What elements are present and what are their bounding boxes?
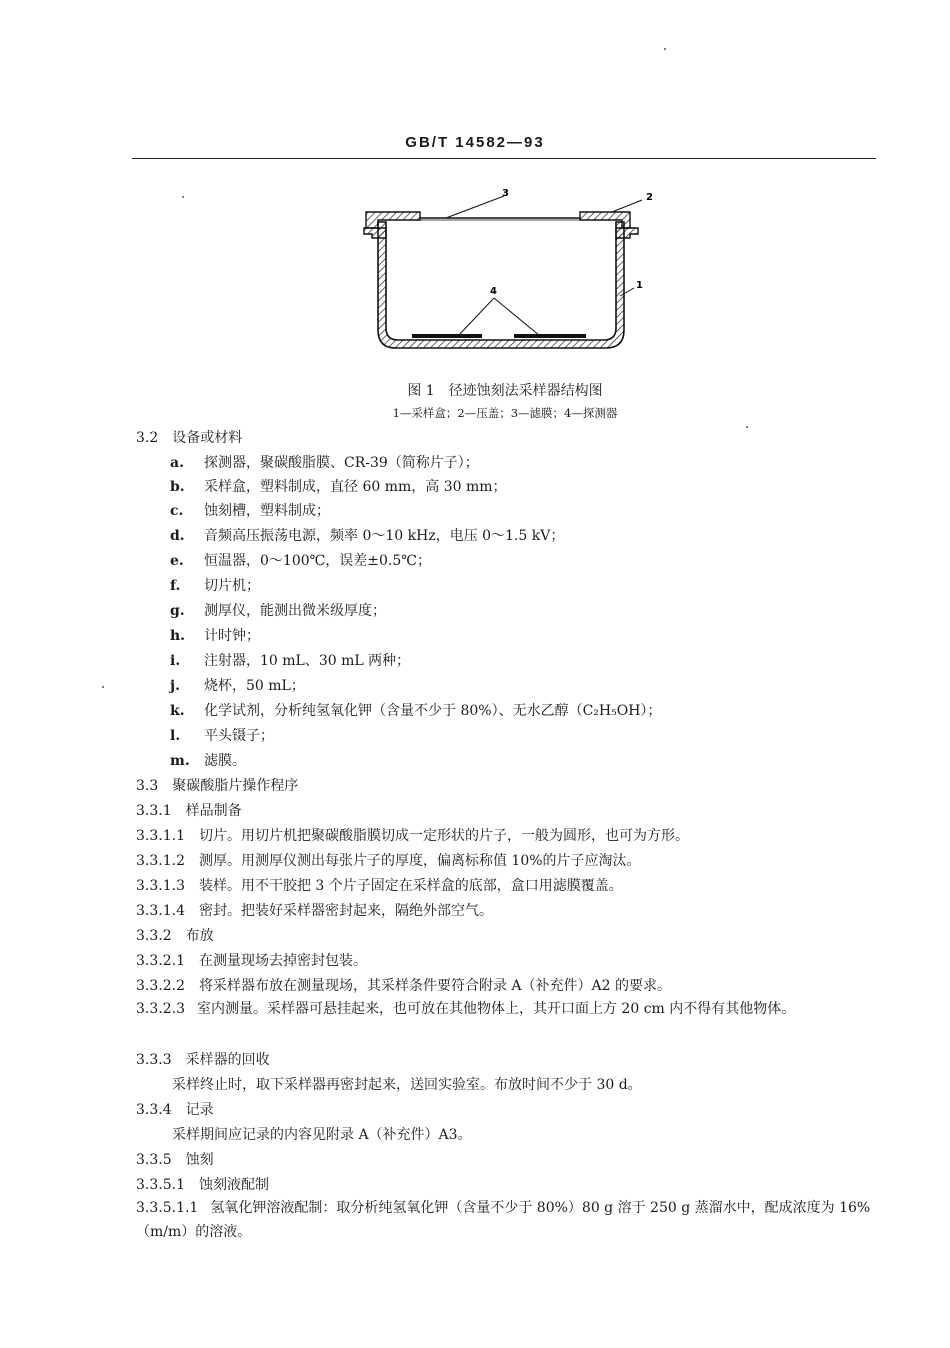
- callout-4: 4: [490, 286, 497, 297]
- list-item: a. 探测器，聚碳酸脂膜、CR-39（简称片子）；: [170, 455, 479, 471]
- clause-3-3-2-1: 3.3.2.1 在测量现场去掉密封包装。: [136, 953, 367, 969]
- list-item: i. 注射器，10 mL、30 mL 两种；: [170, 653, 411, 669]
- list-item: d. 音频高压振荡电源，频率 0～10 kHz，电压 0～1.5 kV；: [170, 528, 565, 544]
- sampler-structure-figure: [340, 180, 670, 360]
- section-3-3-5-1-heading: 3.3.5.1 蚀刻液配制: [136, 1177, 269, 1193]
- section-3-3-heading: 3.3 聚碳酸脂片操作程序: [136, 778, 299, 794]
- list-item: b. 采样盒，塑料制成，直径 60 mm，高 30 mm；: [170, 479, 507, 495]
- section-3-3-1-heading: 3.3.1 样品制备: [136, 803, 242, 819]
- list-item: j. 烧杯，50 mL；: [170, 678, 305, 694]
- list-item: g. 测厚仪，能测出微米级厚度；: [170, 603, 386, 619]
- sampler-box-flange-right: [616, 228, 638, 238]
- section-number: 3.2: [136, 430, 159, 446]
- section-3-3-2-heading: 3.3.2 布放: [136, 928, 214, 944]
- clause-3-3-2-3: 3.3.2.3 室内测量。采样器可悬挂起来，也可放在其他物体上，其开口面上方 20 cm 内不得有其他物体。: [136, 1001, 796, 1017]
- paragraph-3-3-3: 采样终止时，取下采样器再密封起来，送回实验室。布放时间不少于 30 d。: [172, 1077, 642, 1093]
- figure-caption: 图 1 径迹蚀刻法采样器结构图: [407, 383, 603, 399]
- header-rule: [132, 158, 876, 159]
- clause-3-3-1-4: 3.3.1.4 密封。把装好采样器密封起来，隔绝外部空气。: [136, 903, 493, 919]
- list-item: c. 蚀刻槽，塑料制成；: [170, 503, 330, 519]
- clause-3-3-1-2: 3.3.1.2 测厚。用测厚仪测出每张片子的厚度，偏离标称值 10%的片子应淘汰。: [136, 853, 641, 869]
- callout-3: 3: [502, 188, 509, 199]
- sampler-box-flange-left: [364, 228, 386, 238]
- detector-right: [514, 334, 586, 338]
- section-3-2-heading: [136, 428, 242, 448]
- scan-speck: [182, 196, 184, 198]
- figure-legend: 1—采样盒；2—压盖；3—滤膜；4—探测器: [392, 406, 618, 420]
- callout-2: 2: [646, 192, 653, 203]
- section-3-3-5-heading: 3.3.5 蚀刻: [136, 1152, 214, 1168]
- scan-speck: [102, 686, 104, 688]
- paragraph-3-3-4: 采样期间应记录的内容见附录 A（补充件）A3。: [172, 1127, 472, 1143]
- scan-speck: [664, 48, 666, 50]
- standard-number: GB/T 14582—93: [405, 134, 545, 151]
- list-item: e. 恒温器，0～100℃，误差±0.5℃；: [170, 553, 431, 569]
- section-3-3-3-heading: 3.3.3 采样器的回收: [136, 1052, 270, 1068]
- clause-3-3-1-3: 3.3.1.3 装样。用不干胶把 3 个片子固定在采样盒的底部，盒口用滤膜覆盖。: [136, 878, 623, 894]
- list-item: k. 化学试剂，分析纯氢氧化钾（含量不少于 80%）、无水乙醇（C₂H₅OH）；: [170, 703, 662, 719]
- section-3-3-4-heading: 3.3.4 记录: [136, 1102, 214, 1118]
- clause-3-3-1-1: 3.3.1.1 切片。用切片机把聚碳酸脂膜切成一定形状的片子，一般为圆形，也可为方形。: [136, 828, 689, 844]
- callout-1: 1: [636, 280, 643, 291]
- detector-left: [412, 334, 482, 338]
- clause-3-3-5-1-1: 3.3.5.1.1 氢氧化钾溶液配制：取分析纯氢氧化钾（含量不少于 80%）80 g 溶于 250 g 蒸溜水中，配成浓度为 16%（m/m）的溶液。: [136, 1200, 871, 1240]
- list-item: f. 切片机；: [170, 578, 260, 594]
- list-item: h. 计时钟；: [170, 628, 260, 644]
- scan-speck: [746, 426, 748, 428]
- clause-3-3-2-2: 3.3.2.2 将采样器布放在测量现场，其采样条件要符合附录 A（补充件）A2 的要求。: [136, 978, 672, 994]
- sampler-box-wall: [378, 222, 624, 348]
- list-item: l. 平头镊子；: [170, 728, 274, 744]
- section-title: 设备或材料: [172, 430, 243, 446]
- list-item: m. 滤膜。: [170, 753, 246, 769]
